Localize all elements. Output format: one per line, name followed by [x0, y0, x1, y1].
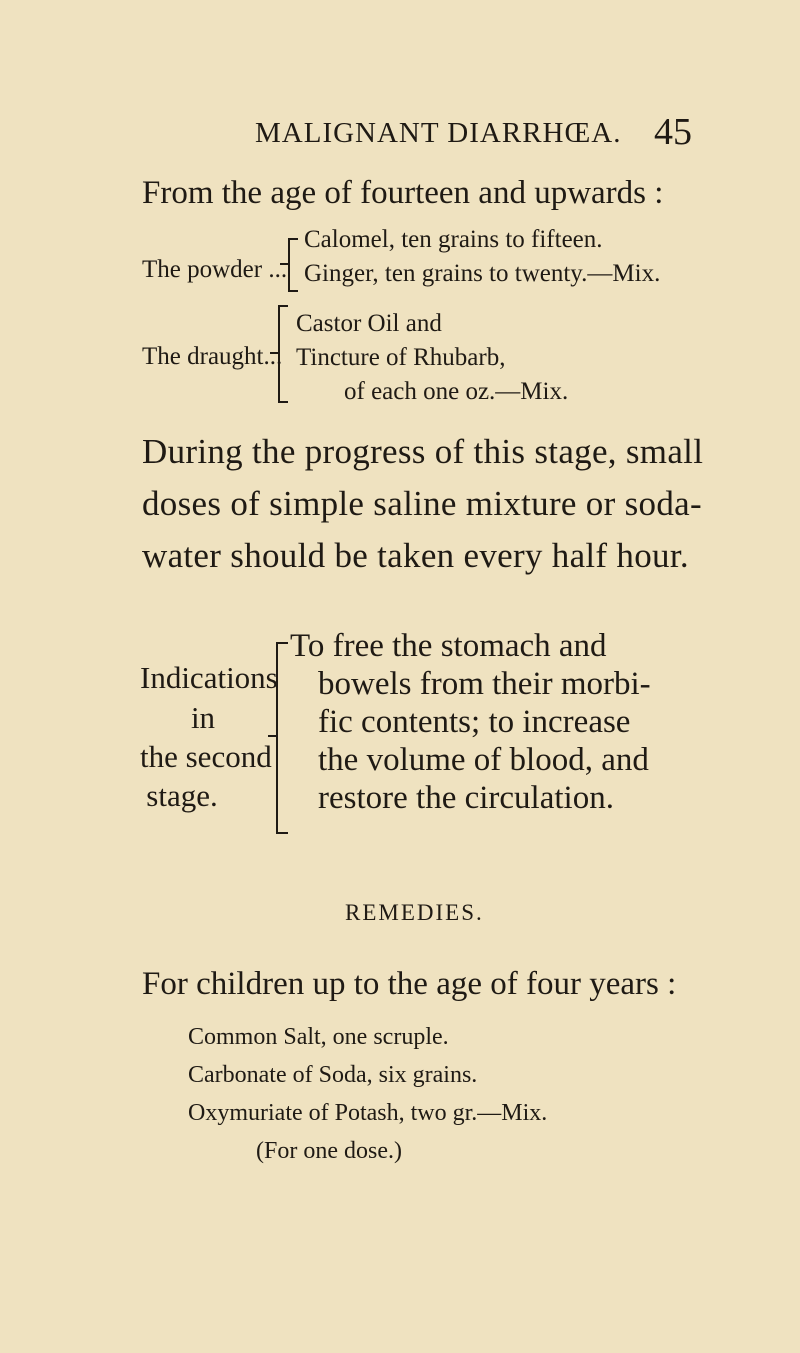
indications-line: restore the circulation. — [318, 780, 614, 816]
children-heading: For children up to the age of four years : — [142, 966, 677, 1002]
powder-brace-tip — [280, 263, 288, 265]
indications-label: in — [190, 700, 216, 735]
age-heading: From the age of fourteen and upwards : — [142, 175, 664, 211]
prescription-line: Common Salt, one scruple. — [188, 1024, 449, 1050]
indications-label: the second — [140, 739, 272, 774]
draught-line: of each one oz.—Mix. — [344, 378, 569, 405]
indications-brace — [276, 642, 288, 834]
indications-line: the volume of blood, and — [318, 742, 649, 778]
indications-label: Indications — [140, 660, 278, 695]
indications-line: To free the stomach and — [290, 628, 607, 664]
dose-note: (For one dose.) — [256, 1138, 402, 1164]
draught-line: Castor Oil and — [296, 310, 442, 337]
powder-line: Calomel, ten grains to fifteen. — [304, 226, 603, 253]
indications-brace-tip — [268, 735, 276, 737]
paragraph-line: During the progress of this stage, small — [142, 432, 704, 471]
paragraph-line: doses of simple saline mixture or soda- — [142, 484, 702, 523]
paragraph-line: water should be taken every half hour. — [142, 536, 689, 575]
draught-brace — [278, 305, 288, 403]
prescription-line: Oxymuriate of Potash, two gr.—Mix. — [188, 1100, 548, 1126]
running-head: MALIGNANT DIARRHŒA. — [255, 117, 622, 149]
remedies-heading: REMEDIES. — [345, 900, 484, 925]
draught-label: The draught... — [142, 343, 283, 370]
draught-brace-tip — [270, 352, 278, 354]
prescription-line: Carbonate of Soda, six grains. — [188, 1062, 478, 1088]
draught-line: Tincture of Rhubarb, — [296, 344, 506, 371]
indications-line: fic contents; to increase — [318, 704, 631, 740]
indications-line: bowels from their morbi- — [318, 666, 651, 702]
powder-brace — [288, 238, 298, 292]
powder-line: Ginger, ten grains to twenty.—Mix. — [304, 260, 661, 287]
powder-label: The powder ... — [142, 256, 288, 283]
indications-label: stage. — [146, 778, 218, 813]
page-number: 45 — [654, 111, 692, 153]
